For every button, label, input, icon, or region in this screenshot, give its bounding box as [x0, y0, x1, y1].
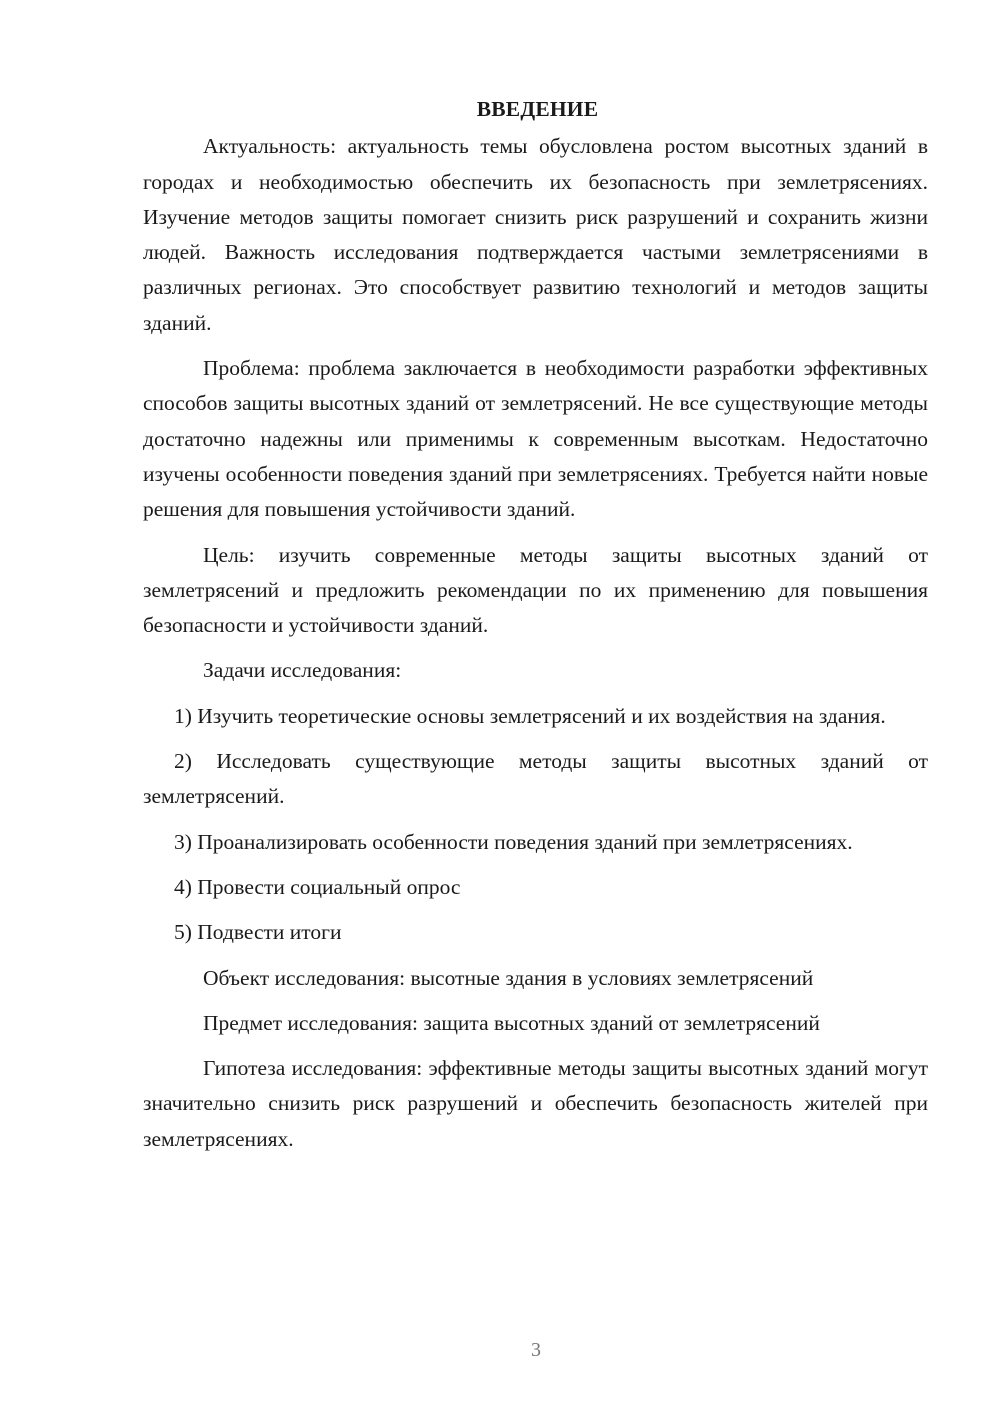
page-number: 3	[531, 1339, 541, 1361]
tasks-heading: Задачи исследования:	[203, 658, 402, 683]
task-item-5: 5) Подвести итоги	[174, 920, 342, 945]
page-content	[143, 92, 928, 1167]
task-item-2: 2) Исследовать существующие методы защиты высотных зданий от землетрясений.	[143, 749, 928, 809]
research-object: Объект исследования: высотные здания в условиях землетрясений	[203, 965, 814, 990]
task-item-3: 3) Проанализировать особенности поведения зданий при землетрясениях.	[174, 829, 853, 854]
relevance-paragraph: Актуальность: актуальность темы обусловлена ростом высотных зданий в городах и необходимостью обеспечить их безопасность при землетрясениях. Изучение методов защиты помогает снизить риск разрушений и сохранить жизни людей. Важность исследования подтверждается частыми землетрясениями в различных регионах. Это способствует развитию технологий и методов защиты зданий.	[143, 134, 928, 335]
goal-paragraph: Цель: изучить современные методы защиты высотных зданий от землетрясений и предложить рекомендации по их применению для повышения безопасности и устойчивости зданий.	[143, 542, 928, 638]
task-item-1: 1) Изучить теоретические основы землетрясений и их воздействия на здания.	[174, 703, 886, 728]
research-subject: Предмет исследования: защита высотных зданий от землетрясений	[203, 1010, 820, 1035]
research-hypothesis: Гипотеза исследования: эффективные методы защиты высотных зданий могут значительно снизить риск разрушений и обеспечить безопасность жителей при землетрясениях.	[143, 1056, 928, 1151]
task-item-4: 4) Провести социальный опрос	[174, 874, 461, 899]
page-title: ВВЕДЕНИЕ	[476, 97, 599, 121]
problem-paragraph: Проблема: проблема заключается в необходимости разработки эффективных способов защиты высотных зданий от землетрясений. Не все существующие методы достаточно надежны или применимы к современным высоткам. Недостаточно изучены особенности поведения зданий при землетрясениях. Требуется найти новые решения для повышения устойчивости зданий.	[143, 356, 928, 522]
